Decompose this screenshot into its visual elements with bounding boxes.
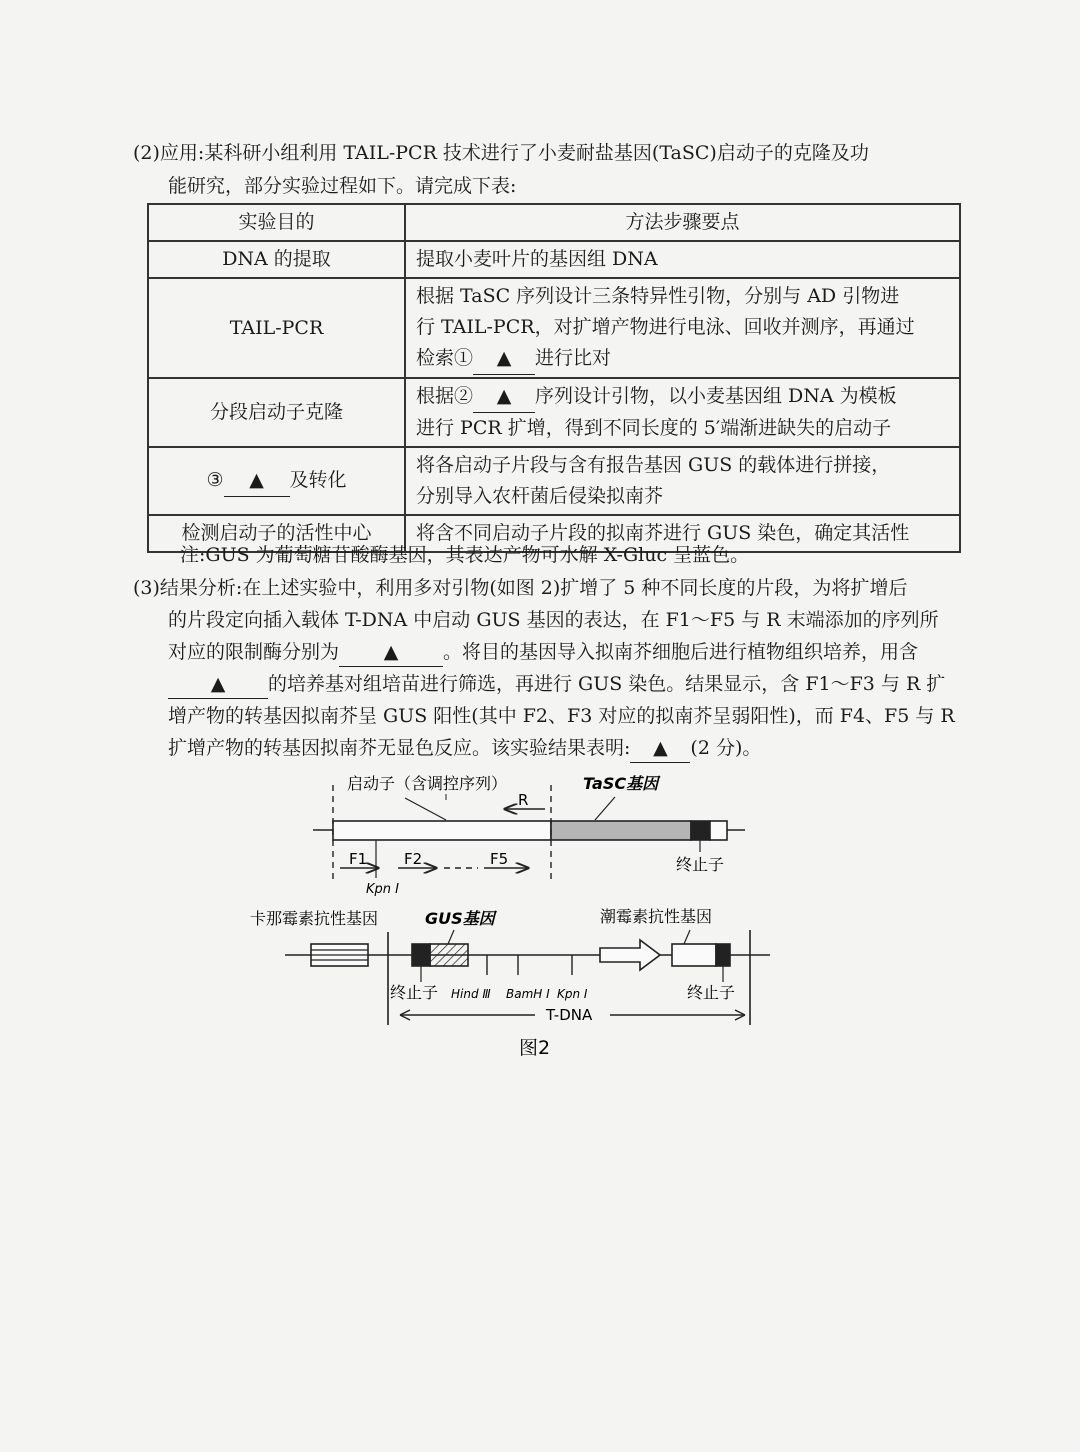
row-2-method-line-1: 根据 TaSC 序列设计三条特异性引物，分别与 AD 引物进 (416, 285, 900, 307)
question-3-line-6-pre: 扩增产物的转基因拟南芥无显色反应。该实验结果表明: (168, 737, 631, 759)
row-4-purpose-pre: ③ (206, 469, 224, 491)
question-3-line-6-post: (2 分)。 (690, 737, 762, 759)
table-row (148, 447, 960, 515)
primer-r-label: R (518, 791, 529, 809)
question-3-line-1: (3)结果分析:在上述实验中，利用多对引物(如图 2)扩增了 5 种不同长度的片段，为将扩增后 (133, 577, 908, 599)
tasc-label-leader (595, 797, 615, 820)
row-3-purpose: 分段启动子克隆 (148, 378, 405, 447)
promoter-label: 启动子（含调控序列） (347, 774, 508, 793)
hyg-gene-box (672, 944, 716, 966)
answer-blank-6[interactable]: ▲ (630, 734, 690, 763)
row-3-method (405, 378, 960, 447)
row-4-purpose (148, 447, 405, 515)
table-row (148, 278, 960, 378)
gus-label-leader (448, 930, 454, 944)
question-3-line-4 (168, 670, 945, 699)
experiment-table (147, 203, 961, 553)
row-4-method-line-2: 分别导入农杆菌后侵染拟南芥 (416, 485, 664, 507)
table-note: 注:GUS 为葡萄糖苷酸酶基因，其表达产物可水解 X-Gluc 呈蓝色。 (180, 544, 750, 566)
row-4-method-line-1: 将各启动子片段与含有报告基因 GUS 的载体进行拼接， (416, 454, 891, 476)
top-terminator-label: 终止子 (676, 855, 725, 874)
row-2-method (405, 278, 960, 378)
kpn-top-label: Kpn I (366, 882, 399, 897)
t-dna-label: T-DNA (546, 1006, 593, 1024)
figure-caption: 图2 (519, 1037, 551, 1059)
primer-f1-label: F1 (349, 850, 368, 868)
question-3-line-6 (168, 734, 761, 763)
hyg-terminator-box (716, 944, 730, 966)
primer-f2-label: F2 (404, 850, 423, 868)
promoter-box (333, 821, 551, 840)
question-3-line-3 (168, 638, 918, 667)
question-3-line-2: 的片段定向插入载体 T-DNA 中启动 GUS 基因的表达，在 F1～F5 与 R 末端添加的序列所 (168, 609, 939, 631)
gus-gene-box (430, 944, 468, 966)
table-row (148, 378, 960, 447)
question-3-line-3-pre: 对应的限制酶分别为 (168, 641, 340, 663)
primer-f5-label: F5 (490, 850, 509, 868)
row-3-method-line-1-post: 序列设计引物，以小麦基因组 DNA 为模板 (535, 385, 897, 407)
row-1-method: 提取小麦叶片的基因组 DNA (405, 241, 960, 278)
hyg-resistance-label: 潮霉素抗性基因 (600, 907, 713, 926)
t-dna-vector (250, 907, 770, 1025)
promoter-label-leader (405, 798, 446, 820)
row-4-method (405, 447, 960, 515)
row-5-purpose: 检测启动子的活性中心 (148, 515, 405, 552)
row-5-method: 将含不同启动子片段的拟南芥进行 GUS 染色，确定其活性 (405, 515, 960, 552)
header-method: 方法步骤要点 (405, 204, 960, 241)
row-2-purpose: TAIL-PCR (148, 278, 405, 378)
answer-blank-5[interactable]: ▲ (168, 670, 268, 699)
question-3-line-3-post: 。将目的基因导入拟南芥细胞后进行植物组织培养，用含 (443, 641, 919, 663)
top-end-box (710, 821, 727, 840)
gus-gene-label: GUS基因 (425, 909, 495, 928)
row-4-purpose-post: 及转化 (289, 469, 347, 491)
left-terminator-label: 终止子 (390, 983, 439, 1002)
table-row (148, 241, 960, 278)
tasc-gene-label: TaSC基因 (583, 774, 659, 793)
bam-label: BamH I (506, 987, 550, 1001)
question-2-line-2: 能研究，部分实验过程如下。请完成下表: (168, 175, 517, 197)
hind-label: Hind Ⅲ (451, 987, 491, 1001)
kana-gene-box (311, 944, 368, 966)
hyg-label-leader (684, 930, 690, 944)
tasc-gene-box (551, 821, 691, 840)
row-2-method-line-3 (416, 343, 949, 375)
answer-blank-1[interactable]: ▲ (473, 343, 535, 375)
header-purpose: 实验目的 (148, 204, 405, 241)
t-dna-right-arrowhead (735, 1010, 745, 1020)
row-1-purpose: DNA 的提取 (148, 241, 405, 278)
row-3-method-line-2: 进行 PCR 扩增，得到不同长度的 5′端渐进缺失的启动子 (416, 417, 892, 439)
answer-blank-4[interactable]: ▲ (339, 638, 443, 667)
answer-blank-2[interactable]: ▲ (473, 381, 535, 413)
promoter-gene-construct (313, 774, 745, 897)
hyg-promoter-arrow (600, 940, 660, 970)
question-2-line-1: (2)应用:某科研小组利用 TAIL-PCR 技术进行了小麦耐盐基因(TaSC)启动子的克隆及功 (133, 142, 869, 164)
table-header-row (148, 204, 960, 241)
row-2-method-line-2: 行 TAIL-PCR，对扩增产物进行电泳、回收并测序，再通过 (416, 316, 915, 338)
row-3-method-line-1-pre: 根据② (416, 385, 474, 407)
right-terminator-label: 终止子 (687, 983, 736, 1002)
kpn-bottom-label: Kpn I (557, 987, 588, 1001)
answer-blank-3[interactable]: ▲ (224, 465, 290, 497)
t-dna-left-arrowhead (400, 1010, 410, 1020)
row-2-method-line-3-post: 进行比对 (535, 347, 612, 369)
kana-resistance-label: 卡那霉素抗性基因 (250, 909, 379, 928)
question-3-line-5: 增产物的转基因拟南芥呈 GUS 阳性(其中 F2、F3 对应的拟南芥呈弱阳性)，而 F4、F5 与 R (168, 705, 955, 727)
gus-terminator-box (412, 944, 430, 966)
row-3-method-line-1 (416, 381, 949, 413)
question-3-line-4-post: 的培养基对组培苗进行筛选，再进行 GUS 染色。结果显示，含 F1～F3 与 R 扩 (268, 673, 946, 695)
row-2-method-line-3-pre: 检索① (416, 347, 474, 369)
top-terminator-box (691, 821, 710, 840)
